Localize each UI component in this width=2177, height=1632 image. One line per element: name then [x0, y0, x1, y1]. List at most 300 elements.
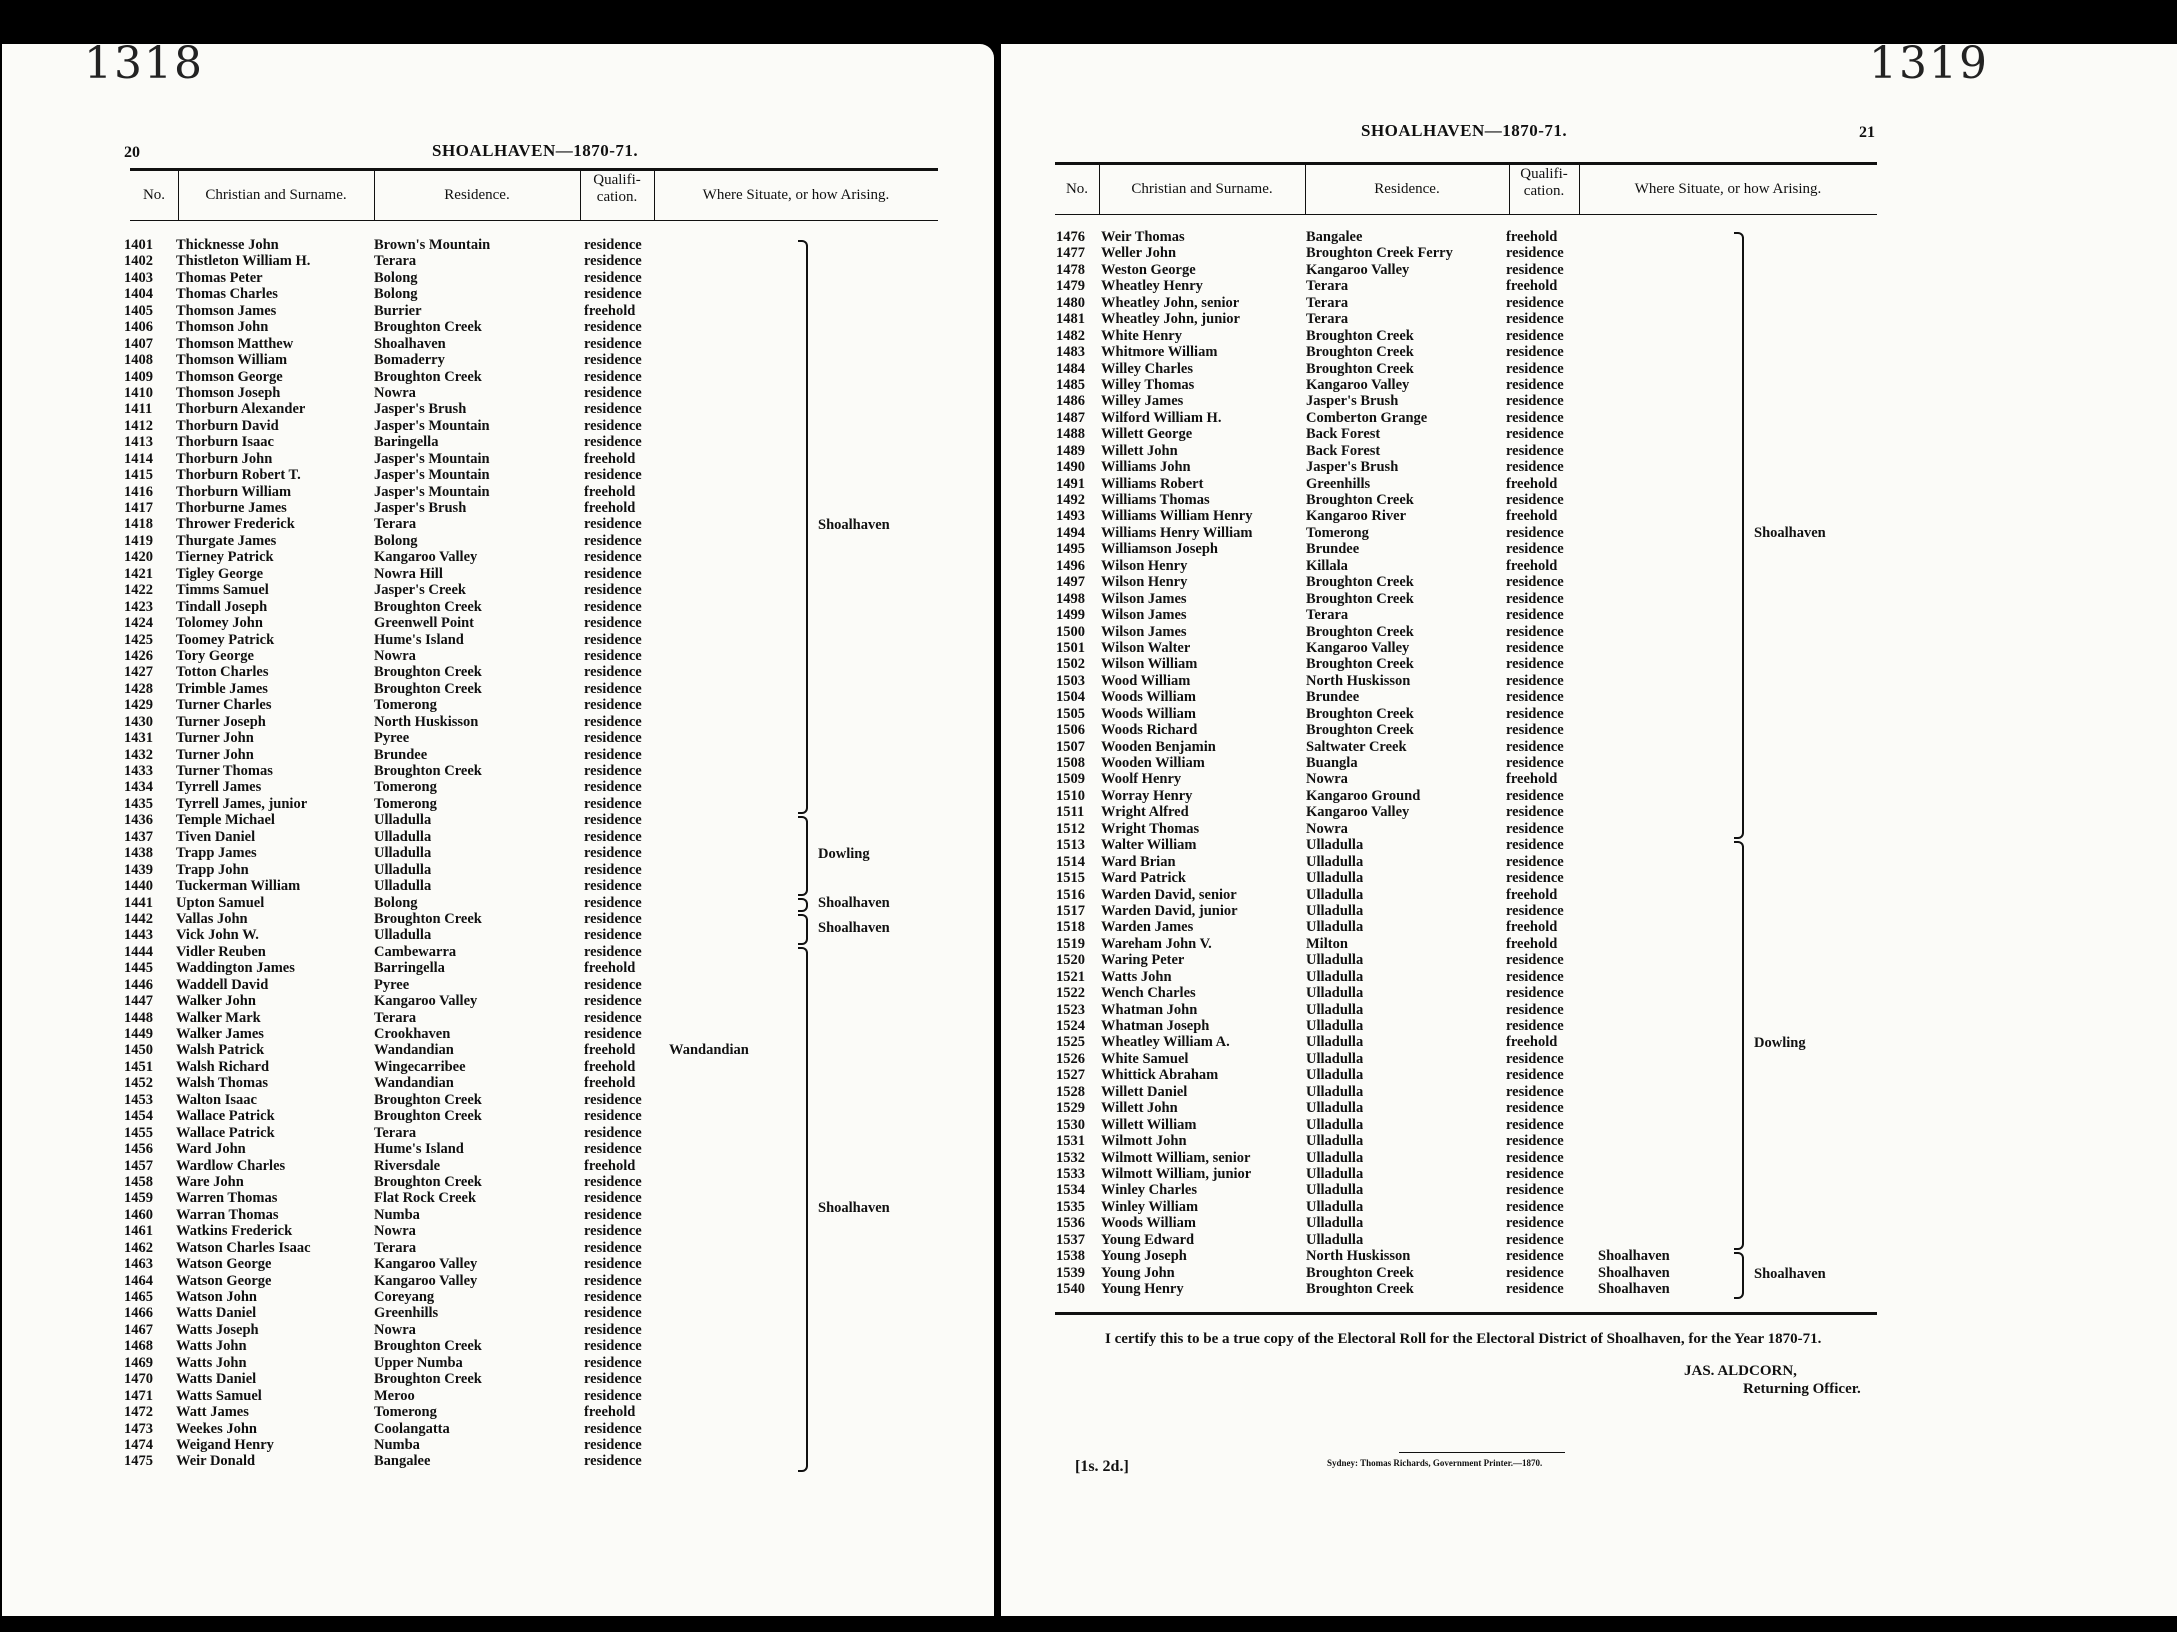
qualification: residence [584, 812, 642, 829]
qualification: freehold [1506, 886, 1558, 903]
qualification: residence [584, 1108, 642, 1125]
voter-name: Walsh Thomas [176, 1075, 269, 1092]
row-number: 1425 [124, 631, 153, 648]
residence: Tomerong [374, 795, 437, 812]
row-number: 1448 [124, 1009, 153, 1026]
residence: Jasper's Brush [374, 401, 467, 418]
voter-name: Wright Alfred [1101, 804, 1189, 821]
voter-name: Williams William Henry [1101, 508, 1253, 525]
residence: Kangaroo Valley [1306, 639, 1410, 656]
qualification: residence [584, 352, 642, 369]
residence: Ulladulla [374, 828, 432, 845]
row-number: 1501 [1056, 639, 1085, 656]
voter-name: Whatman John [1101, 1001, 1198, 1018]
row-number: 1477 [1056, 245, 1085, 262]
left-page [2, 44, 994, 1616]
residence: Ulladulla [1306, 902, 1364, 919]
residence: Back Forest [1306, 426, 1381, 443]
signatory-name: JAS. ALDCORN, [1684, 1363, 1797, 1379]
header-bottom-rule [130, 220, 938, 221]
residence: Ulladulla [374, 927, 432, 944]
residence: Kangaroo Valley [374, 1256, 478, 1273]
table-row [1056, 508, 1816, 524]
qualification: residence [584, 532, 642, 549]
row-number: 1528 [1056, 1083, 1085, 1100]
residence: Bolong [374, 286, 418, 303]
qualification: residence [584, 1436, 642, 1453]
table-row [124, 1059, 844, 1075]
voter-name: Wilson James [1101, 623, 1187, 640]
qualification: residence [1506, 985, 1564, 1002]
sheet-number: 1319 [1869, 44, 1989, 89]
brace [798, 947, 808, 1471]
row-number: 1441 [124, 894, 153, 911]
residence: Terara [374, 1124, 417, 1141]
table-row [124, 582, 844, 598]
residence: Crookhaven [374, 1026, 451, 1042]
residence: Broughton Creek [374, 763, 482, 779]
voter-name: Ward John [176, 1141, 246, 1158]
row-number: 1515 [1056, 870, 1085, 887]
certification-text [1057, 1330, 1877, 1348]
voter-name: Wilson Henry [1101, 574, 1188, 591]
voter-name: Ward Patrick [1101, 870, 1186, 887]
where-situate: Shoalhaven [1598, 1264, 1670, 1281]
residence: Flat Rock Creek [374, 1190, 477, 1207]
residence: Kangaroo Valley [1306, 804, 1410, 821]
voter-name: Willey Thomas [1101, 376, 1195, 393]
row-number: 1533 [1056, 1165, 1085, 1182]
table-row [124, 1042, 844, 1058]
qualification: residence [1506, 541, 1564, 558]
table-row [1056, 278, 1816, 294]
residence: Jasper's Brush [1306, 459, 1399, 476]
voter-name: Warden David, senior [1101, 886, 1237, 903]
voter-name: Upton Samuel [176, 894, 265, 911]
residence: Bolong [374, 894, 418, 911]
voter-name: Wallace Patrick [176, 1124, 275, 1141]
voter-name: Watts John [176, 1338, 247, 1355]
voter-name: Wilson Walter [1101, 639, 1191, 656]
residence: Terara [1306, 311, 1349, 328]
residence: Numba [374, 1436, 420, 1453]
residence: Broughton Creek [374, 1108, 482, 1125]
residence: Ulladulla [1306, 1100, 1364, 1117]
table-row [1056, 624, 1816, 640]
residence: Broughton Creek [374, 1173, 482, 1190]
qualification: residence [584, 1371, 642, 1388]
table-row [124, 237, 844, 253]
residence: Kangaroo River [1306, 508, 1407, 525]
table-row [1056, 361, 1816, 377]
row-number: 1454 [124, 1108, 153, 1125]
residence: Wingecarribee [374, 1058, 466, 1075]
row-number: 1439 [124, 861, 153, 878]
voter-name: Winley William [1101, 1198, 1199, 1215]
row-number: 1421 [124, 565, 153, 582]
table-row [1056, 722, 1816, 738]
qualification: residence [584, 746, 642, 763]
table-row [1056, 262, 1816, 278]
row-number: 1456 [124, 1141, 153, 1158]
qualification: residence [584, 253, 642, 270]
table-row [1056, 377, 1816, 393]
row-number: 1473 [124, 1420, 153, 1437]
brace-label: Shoalhaven [818, 516, 890, 533]
table-row [1056, 1182, 1816, 1198]
qualification: residence [1506, 1100, 1564, 1117]
table-row [1056, 1232, 1816, 1248]
residence: Terara [1306, 294, 1349, 311]
qualification: residence [1506, 952, 1564, 969]
where-situate: Shoalhaven [1598, 1281, 1670, 1297]
residence: Ulladulla [1306, 1149, 1364, 1166]
qualification: freehold [1506, 557, 1558, 574]
row-number: 1492 [1056, 492, 1085, 508]
residence: Hume's Island [374, 631, 464, 648]
qualification: residence [1506, 1281, 1564, 1297]
row-number: 1488 [1056, 426, 1085, 443]
table-row [1056, 969, 1816, 985]
voter-name: Weston George [1101, 261, 1196, 278]
table-row [1056, 426, 1816, 442]
qualification: residence [1506, 360, 1564, 377]
row-number: 1442 [124, 910, 153, 927]
voter-name: Warren Thomas [176, 1190, 278, 1207]
voter-name: Wallace Patrick [176, 1108, 275, 1125]
qualification: residence [584, 1289, 642, 1305]
residence: Kangaroo Ground [1306, 787, 1421, 804]
table-row [1056, 804, 1816, 820]
residence: Terara [374, 516, 417, 533]
residence: Nowra [374, 1321, 416, 1338]
column-header-qualification: Qualifi-cation. [593, 172, 641, 205]
table-row [1056, 311, 1816, 327]
table-row [1056, 706, 1816, 722]
residence: Bangalee [1306, 229, 1363, 245]
table-row [1056, 854, 1816, 870]
voter-name: Tyrrell James [176, 779, 262, 796]
voter-name: Walton Isaac [176, 1091, 257, 1108]
row-number: 1527 [1056, 1067, 1085, 1084]
table-row [124, 862, 844, 878]
qualification: freehold [584, 1157, 636, 1174]
voter-name: Vidler Reuben [176, 943, 266, 960]
qualification: residence [584, 269, 642, 286]
voter-name: Watts Daniel [176, 1371, 257, 1388]
voter-name: Wheatley John, junior [1101, 311, 1240, 328]
voter-name: Thomson William [176, 352, 288, 369]
row-number: 1513 [1056, 837, 1085, 854]
residence: Comberton Grange [1306, 409, 1428, 426]
voter-name: Thorburn William [176, 483, 292, 500]
table-row [124, 697, 844, 713]
residence: Ulladulla [1306, 1083, 1364, 1100]
table-row [1056, 821, 1816, 837]
voter-name: Thomson James [176, 302, 277, 319]
residence: Ulladulla [1306, 985, 1364, 1002]
table-row [1056, 295, 1816, 311]
table-row [124, 1026, 844, 1042]
voter-name: Williams John [1101, 459, 1191, 476]
row-number: 1480 [1056, 294, 1085, 311]
qualification: residence [584, 680, 642, 697]
row-number: 1459 [124, 1190, 153, 1207]
voter-name: Willey James [1101, 393, 1184, 410]
residence: Ulladulla [1306, 1198, 1364, 1215]
row-number: 1517 [1056, 902, 1085, 919]
qualification: residence [584, 582, 642, 599]
residence: Ulladulla [1306, 1182, 1364, 1199]
voter-name: Warden James [1101, 919, 1194, 936]
residence: North Huskisson [374, 713, 479, 730]
voter-name: Weigand Henry [176, 1436, 274, 1453]
qualification: residence [1506, 837, 1564, 854]
qualification: residence [584, 1256, 642, 1273]
qualification: residence [1506, 524, 1564, 541]
qualification: residence [584, 1338, 642, 1355]
voter-name: Thurgate James [176, 532, 277, 549]
qualification: residence [1506, 1116, 1564, 1133]
qualification: residence [584, 1321, 642, 1338]
qualification: residence [584, 549, 642, 566]
residence: Ulladulla [1306, 1034, 1364, 1051]
column-header-where: Where Situate, or how Arising. [702, 187, 890, 203]
voter-name: Thomson Joseph [176, 384, 281, 401]
residence: Tomerong [374, 1404, 437, 1421]
table-row [124, 369, 844, 385]
voter-name: Wilson James [1101, 607, 1187, 624]
residence: Jasper's Mountain [374, 467, 490, 484]
row-number: 1519 [1056, 935, 1085, 952]
qualification: residence [584, 417, 642, 434]
row-number: 1500 [1056, 623, 1085, 640]
row-number: 1452 [124, 1075, 153, 1092]
table-row [1056, 492, 1816, 508]
column-divider [580, 170, 581, 220]
qualification: residence [584, 1272, 642, 1289]
qualification: residence [1506, 1083, 1564, 1100]
voter-name: Watts John [1101, 968, 1172, 985]
table-row [1056, 952, 1816, 968]
table-row [1056, 755, 1816, 771]
qualification: residence [584, 615, 642, 632]
qualification: residence [1506, 261, 1564, 278]
table-row [124, 385, 844, 401]
row-number: 1486 [1056, 393, 1085, 410]
brace-label: Shoalhaven [1754, 1265, 1826, 1282]
residence: Broughton Creek [374, 664, 482, 681]
qualification: residence [1506, 722, 1564, 739]
row-number: 1412 [124, 417, 153, 434]
column-divider [1509, 164, 1510, 214]
residence: Coolangatta [374, 1420, 450, 1437]
residence: Riversdale [374, 1157, 441, 1174]
residence: Ulladulla [1306, 1133, 1364, 1150]
row-number: 1483 [1056, 344, 1085, 361]
table-row [124, 829, 844, 845]
table-top-rule [1055, 162, 1877, 165]
qualification: residence [1506, 738, 1564, 755]
voter-name: Woods William [1101, 1215, 1196, 1232]
voter-name: Woods Richard [1101, 722, 1198, 739]
voter-name: Weekes John [176, 1420, 257, 1437]
residence: Kangaroo Valley [374, 1272, 478, 1289]
residence: Bolong [374, 532, 418, 549]
qualification: residence [1506, 853, 1564, 870]
qualification: residence [1506, 426, 1564, 443]
voter-name: Wilmott William, senior [1101, 1149, 1251, 1166]
voter-name: Young Edward [1101, 1231, 1195, 1248]
residence: Broughton Creek [374, 680, 482, 697]
residence: Nowra [374, 647, 416, 664]
table-row [1056, 936, 1816, 952]
residence: Killala [1306, 557, 1348, 574]
row-number: 1411 [124, 401, 153, 418]
table-row [1056, 1215, 1816, 1231]
qualification: residence [584, 1190, 642, 1207]
table-row [1056, 443, 1816, 459]
table-row [1056, 328, 1816, 344]
qualification: residence [584, 927, 642, 944]
table-row [1056, 1034, 1816, 1050]
voter-name: Tyrrell James, junior [176, 795, 308, 812]
qualification: residence [1506, 968, 1564, 985]
voter-name: Walker Mark [176, 1009, 261, 1026]
table-row [124, 1273, 844, 1289]
column-header-residence: Residence. [1374, 181, 1440, 197]
residence: Jasper's Creek [374, 582, 466, 599]
brace-label: Dowling [818, 845, 870, 862]
qualification: residence [584, 1091, 642, 1108]
row-number: 1505 [1056, 705, 1085, 722]
residence: Ulladulla [1306, 853, 1364, 870]
qualification: residence [1506, 820, 1564, 837]
voter-name: Thomson George [176, 368, 283, 385]
residence: Broughton Creek [374, 1371, 482, 1388]
qualification: residence [584, 878, 642, 895]
row-number: 1482 [1056, 327, 1085, 344]
qualification: residence [584, 319, 642, 336]
column-header-name: Christian and Surname. [205, 187, 347, 203]
residence: Tomerong [1306, 524, 1369, 541]
qualification: residence [1506, 787, 1564, 804]
voter-name: Waring Peter [1101, 952, 1185, 969]
qualification: residence [584, 467, 642, 484]
table-row [124, 714, 844, 730]
voter-name: Thorburn Alexander [176, 401, 306, 418]
qualification: residence [1506, 705, 1564, 722]
brace [798, 914, 808, 945]
qualification: residence [1506, 409, 1564, 426]
where-situate: Shoalhaven [1598, 1248, 1670, 1265]
residence: Broughton Creek [374, 598, 482, 615]
qualification: freehold [1506, 919, 1558, 936]
qualification: residence [584, 1026, 642, 1042]
table-row [124, 845, 844, 861]
residence: Broughton Creek [1306, 360, 1414, 377]
qualification: residence [584, 598, 642, 615]
voter-name: Wareham John V. [1101, 935, 1212, 952]
voter-name: Thomson John [176, 319, 269, 336]
qualification: residence [584, 1239, 642, 1256]
qualification: residence [584, 730, 642, 747]
residence: Hume's Island [374, 1141, 464, 1158]
voter-name: Whatman Joseph [1101, 1018, 1210, 1034]
residence: Broughton Creek [1306, 722, 1414, 739]
voter-name: Thorburne James [176, 500, 287, 516]
row-number: 1532 [1056, 1149, 1085, 1166]
qualification: residence [1506, 344, 1564, 361]
voter-name: Turner Charles [176, 697, 272, 714]
row-number: 1414 [124, 450, 153, 467]
voter-name: Timms Samuel [176, 582, 269, 599]
table-row [1056, 1084, 1816, 1100]
row-number: 1521 [1056, 968, 1085, 985]
voter-name: Thorburn Isaac [176, 434, 274, 451]
table-row [124, 1421, 844, 1437]
voter-name: Walker James [176, 1026, 264, 1042]
voter-name: Tiven Daniel [176, 828, 256, 845]
table-row [124, 977, 844, 993]
row-number: 1479 [1056, 278, 1085, 295]
qualification: residence [1506, 607, 1564, 624]
voter-name: Walsh Richard [176, 1058, 270, 1075]
row-number: 1469 [124, 1354, 153, 1371]
voter-name: Young Henry [1101, 1281, 1184, 1297]
voter-name: Walker John [176, 993, 256, 1010]
residence: Ulladulla [1306, 837, 1364, 854]
residence: Ulladulla [1306, 1001, 1364, 1018]
qualification: residence [1506, 1264, 1564, 1281]
residence: Kangaroo Valley [1306, 261, 1410, 278]
row-number: 1507 [1056, 738, 1085, 755]
voter-name: Vick John W. [176, 927, 259, 944]
residence: Ulladulla [1306, 886, 1364, 903]
voter-name: Tierney Patrick [176, 549, 274, 566]
qualification: freehold [584, 960, 636, 977]
voter-name: Wilford William H. [1101, 409, 1222, 426]
row-number: 1529 [1056, 1100, 1085, 1117]
voter-name: Turner Thomas [176, 763, 273, 779]
table-row [124, 730, 844, 746]
row-number: 1438 [124, 845, 153, 862]
row-number: 1460 [124, 1206, 153, 1223]
roll-rows [124, 237, 844, 1470]
qualification: residence [584, 565, 642, 582]
table-row [1056, 919, 1816, 935]
row-number: 1426 [124, 647, 153, 664]
table-row [1056, 525, 1816, 541]
residence: Terara [1306, 607, 1349, 624]
table-row [124, 484, 844, 500]
residence: Nowra [1306, 820, 1348, 837]
voter-name: Willett William [1101, 1116, 1197, 1133]
table-row [1056, 1281, 1816, 1297]
row-number: 1418 [124, 516, 153, 533]
row-number: 1538 [1056, 1248, 1085, 1265]
residence: Ulladulla [1306, 1215, 1364, 1232]
residence: Broughton Creek [1306, 574, 1414, 591]
row-number: 1464 [124, 1272, 153, 1289]
table-row [124, 1371, 844, 1387]
voter-name: Thomas Charles [176, 286, 278, 303]
row-number: 1445 [124, 960, 153, 977]
voter-name: Wheatley William A. [1101, 1034, 1230, 1051]
voter-name: Worray Henry [1101, 787, 1193, 804]
table-row [124, 1141, 844, 1157]
residence: Brown's Mountain [374, 237, 491, 253]
